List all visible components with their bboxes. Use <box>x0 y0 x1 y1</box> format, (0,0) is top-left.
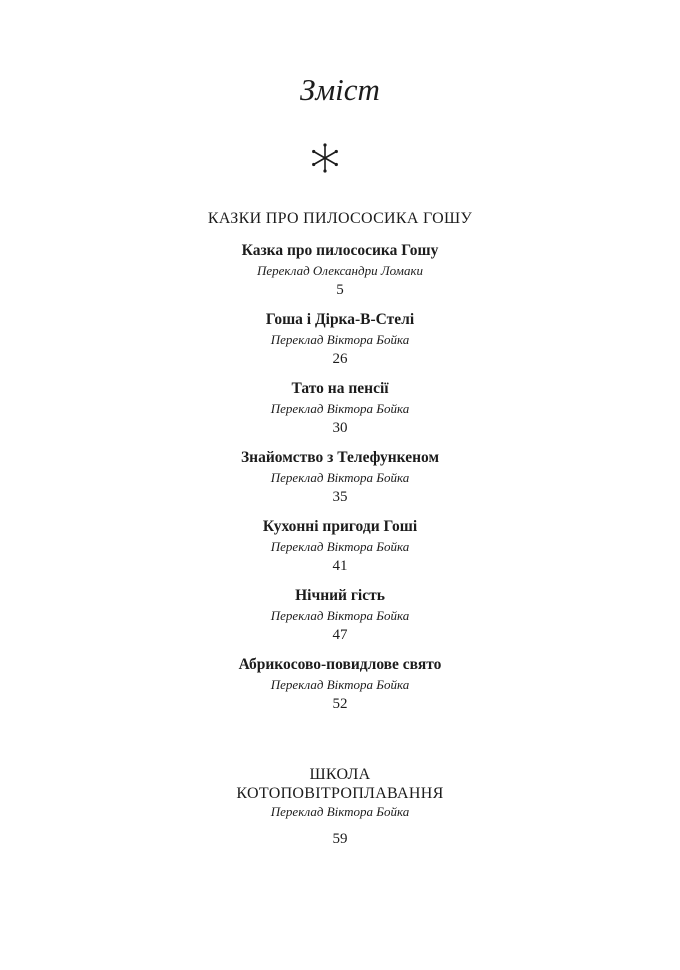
entry-translator: Переклад Віктора Бойка <box>270 539 410 554</box>
entry-page-number: 26 <box>332 351 348 367</box>
entry-title: Кухонні пригоди Гоші <box>262 518 418 535</box>
entry-page-number: 30 <box>332 420 348 436</box>
section-heading-line-2: КОТОПОВІТРОПЛАВАННЯ <box>236 785 444 802</box>
entry-translator: Переклад Віктора Бойка <box>270 677 410 692</box>
entry-page-number: 52 <box>332 696 348 712</box>
section-heading: КАЗКИ ПРО ПИЛОСОСИКА ГОШУ <box>207 210 473 227</box>
toc-entry <box>0 241 680 300</box>
entry-page-number: 41 <box>332 558 348 574</box>
entry-translator: Переклад Віктора Бойка <box>270 332 410 347</box>
entry-page-number: 35 <box>332 489 348 505</box>
entry-translator: Переклад Віктора Бойка <box>270 608 410 623</box>
entry-title: Абрикосово-повидлове свято <box>238 656 442 673</box>
entry-translator: Переклад Віктора Бойка <box>270 470 410 485</box>
entry-title: Казка про пилососика Гошу <box>241 242 439 259</box>
entry-page-number: 5 <box>336 282 344 298</box>
entry-translator: Переклад Віктора Бойка <box>270 401 410 416</box>
entry-translator: Переклад Віктора Бойка <box>270 804 410 819</box>
entry-title: Гоша і Дірка-В-Стелі <box>265 311 415 328</box>
toc-entry <box>0 586 680 645</box>
toc-entry <box>0 448 680 507</box>
toc-entry <box>0 310 680 369</box>
page-title: Зміст <box>300 72 380 107</box>
entry-title: Знайомство з Телефункеном <box>240 449 440 466</box>
toc-entry <box>0 517 680 576</box>
toc-entry <box>0 379 680 438</box>
section-heading-line-1: ШКОЛА <box>309 766 371 783</box>
entry-title: Тато на пенсії <box>291 380 389 397</box>
entry-page-number: 59 <box>332 831 348 847</box>
asterisk-ornament-icon <box>309 142 341 174</box>
entry-page-number: 47 <box>332 627 348 643</box>
entry-title: Нічний гість <box>295 587 385 604</box>
toc-entry <box>0 655 680 714</box>
entry-translator: Переклад Олександри Ломаки <box>256 263 424 278</box>
